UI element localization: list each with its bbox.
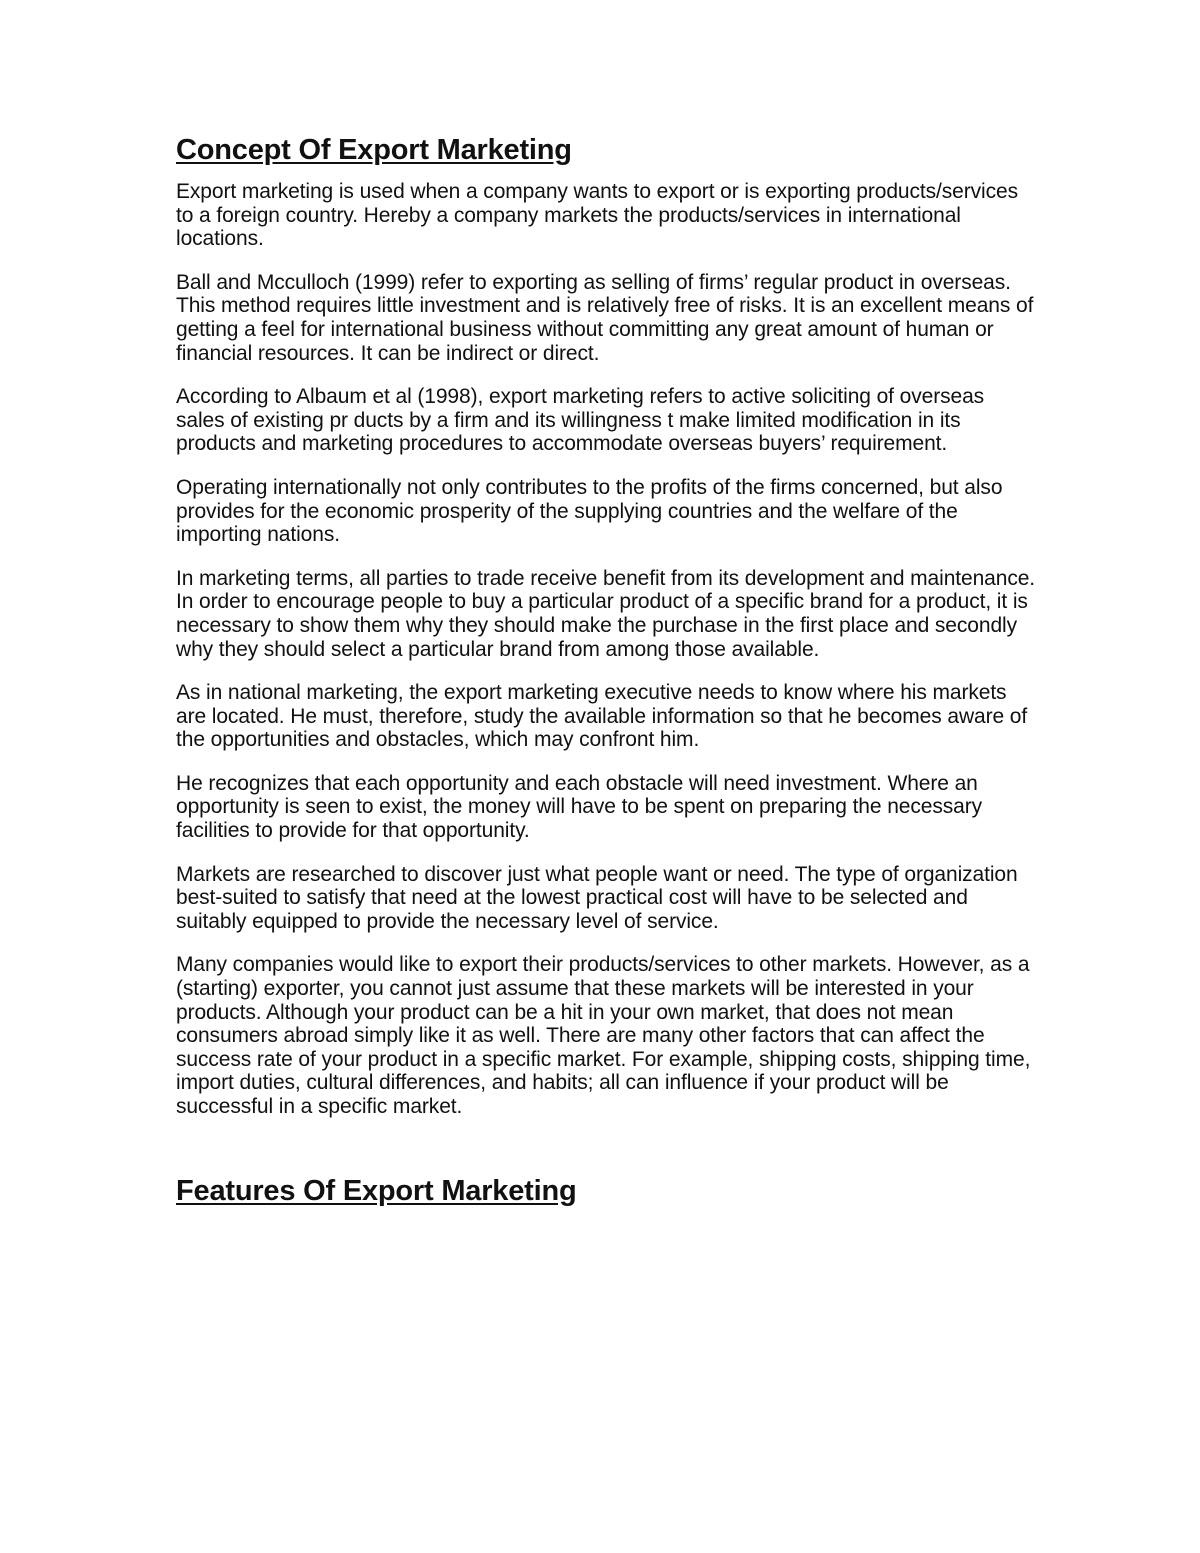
paragraph-6: As in national marketing, the export marketing executive needs to know where his markets are located. He must, therefore, study the available information so that he becomes aware of the opportunities and obstacles, which may confront him. bbox=[176, 681, 1028, 752]
paragraph-3: According to Albaum et al (1998), export marketing refers to active soliciting of overseas sales of existing pr ducts by a firm and its willingness t make limited modification in its products and marketing procedures to accommodate overseas buyers’ requirement. bbox=[176, 385, 985, 456]
paragraph-4: Operating internationally not only contributes to the profits of the firms concerned, but also provides for the economic prosperity of the supplying countries and the welfare of the importing nations. bbox=[176, 475, 1003, 547]
heading-features-of-export-marketing: Features Of Export Marketing bbox=[176, 1174, 577, 1207]
paragraph-9: Many companies would like to export their products/services to other markets. However, as a (starting) exporter, you cannot just assume that these markets will be interested in your products. Although your product can be a hit in your own market, that does not mean consumers abroad simply like it as well. There are many other factors that can affect the success rate of your product in a specific market. For example, shipping costs, shipping time, import duties, cultural differences, and habits; all can influence if your product will be successful in a specific market. bbox=[176, 953, 1031, 1118]
paragraph-8: Markets are researched to discover just what people want or need. The type of organization best-suited to satisfy that need at the lowest practical cost will have to be selected and suitably equipped to provide the necessary level of service. bbox=[176, 862, 1018, 933]
document-body bbox=[176, 132, 1036, 1221]
paragraph-1: Export marketing is used when a company wants to export or is exporting products/services to a foreign country. Hereby a company markets the products/services in international locations. bbox=[176, 180, 1019, 251]
paragraph-7: He recognizes that each opportunity and each obstacle will need investment. Where an opportunity is seen to exist, the money will have to be spent on preparing the necessary facilities to provide for that opportunity. bbox=[176, 771, 983, 843]
paragraph-2: Ball and Mcculloch (1999) refer to exporting as selling of firms’ regular product in overseas. This method requires little investment and is relatively free of risks. It is an excellent means of getting a feel for international business without committing any great amount of human or financial resources. It can be indirect or direct. bbox=[176, 270, 1034, 365]
paragraph-5: In marketing terms, all parties to trade receive benefit from its development and maintenance. In order to encourage people to buy a particular product of a specific brand for a product, it is necessary to show them why they should make the purchase in the first place and secondly why they should select a particular brand from among those available. bbox=[176, 566, 1036, 661]
heading-concept-of-export-marketing: Concept Of Export Marketing bbox=[176, 134, 572, 166]
